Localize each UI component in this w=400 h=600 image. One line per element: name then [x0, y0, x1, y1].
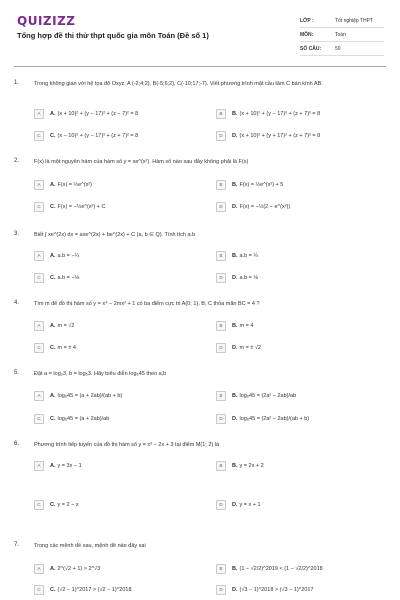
option-box[interactable]: B [216, 251, 226, 261]
option-box[interactable]: B [216, 391, 226, 401]
option-label: A. [50, 565, 56, 572]
option-text: y = x + 1 [239, 501, 261, 508]
option-label: B. [232, 462, 238, 469]
option-label: C. [50, 132, 56, 139]
meta-value: Toán [335, 31, 346, 38]
option-box[interactable]: B [216, 564, 226, 574]
question-text: Tìm m để đồ thị hàm số y = x⁴ − 2mx² + 1 có ba điểm cực trị A(0; 1), B, C thỏa mãn BC = 4 ? [34, 301, 260, 307]
option-label: C. [50, 415, 56, 422]
option-box[interactable]: A [34, 321, 44, 331]
option-a[interactable] [34, 563, 100, 574]
option-box[interactable]: B [216, 109, 226, 119]
option-b[interactable] [216, 108, 320, 119]
option-box[interactable]: D [216, 202, 226, 212]
option-box[interactable]: C [34, 131, 44, 141]
option-box[interactable]: A [34, 251, 44, 261]
option-box[interactable]: C [34, 273, 44, 283]
option-label: C. [50, 203, 56, 210]
option-label: C. [50, 274, 56, 281]
option-a[interactable] [34, 460, 82, 471]
option-c[interactable] [34, 413, 109, 424]
option-box[interactable]: C [34, 414, 44, 424]
option-b[interactable] [216, 460, 264, 471]
option-box[interactable]: D [216, 131, 226, 141]
option-text: m = 4 [239, 322, 254, 329]
option-a[interactable] [34, 250, 79, 261]
option-text: (x − 10)² + (y − 17)² + (z + 7)² = 8 [57, 132, 139, 139]
option-c[interactable] [34, 499, 79, 510]
option-text: F(x) = −½e^(x²) + C [57, 203, 106, 210]
option-label: B. [232, 252, 238, 259]
option-c[interactable] [34, 201, 105, 212]
option-label: A. [50, 252, 56, 259]
option-text: a.b = −⅛ [57, 274, 80, 281]
meta-key: SỐ CÂU: [300, 45, 322, 52]
option-box[interactable]: D [216, 585, 226, 595]
option-text: 2^(√2 + 1) > 2^√3 [57, 565, 101, 572]
option-box[interactable]: D [216, 343, 226, 353]
question-text: Trong không gian với hệ tọa độ Oxyz, A (-2;4;2), B(-5;6;2), C(-10;17;-7). Viết phương trình mặt cầu tâm C bán kính AB. [34, 81, 323, 87]
meta-value: Tốt nghiệp THPT [335, 17, 373, 24]
option-d[interactable] [216, 584, 314, 595]
option-label: D. [232, 415, 238, 422]
option-text: (√3 − 1)^2018 > (√3 − 1)^2017 [239, 586, 314, 593]
option-text: F(x) = ½e^(x²) [57, 181, 93, 188]
option-label: B. [232, 110, 238, 117]
option-label: D. [232, 132, 238, 139]
option-text: (1 − √2/2)^2019 < (1 − √2/2)^2018 [239, 565, 323, 572]
option-b[interactable] [216, 390, 296, 401]
document-title: Tổng hợp đề thi thử thpt quốc gia môn Toán (Đề số 1) [17, 31, 209, 40]
header-divider [14, 66, 386, 67]
option-a[interactable] [34, 390, 122, 401]
option-a[interactable] [34, 320, 74, 331]
option-box[interactable]: D [216, 500, 226, 510]
option-text: (x + 10)² + (y − 17)² + (z − 7)² = 8 [57, 110, 139, 117]
option-c[interactable] [34, 342, 76, 353]
option-label: C. [50, 501, 56, 508]
option-text: a.b = ⅛ [239, 274, 259, 281]
option-box[interactable]: C [34, 343, 44, 353]
option-label: B. [232, 565, 238, 572]
option-text: (√2 − 1)^2017 > (√2 − 1)^2018 [57, 586, 132, 593]
option-text: log₆45 = (a + 2ab)/ab [57, 415, 110, 422]
option-box[interactable]: A [34, 564, 44, 574]
question-text: Biết ∫ xe^(2x) dx = axe^(2x) + be^(2x) + C (a, b ∈ Q). Tính tích a.b [34, 232, 196, 238]
option-text: m = √2 [57, 322, 75, 329]
option-box[interactable]: A [34, 461, 44, 471]
option-text: (x + 10)² + (y + 17)² + (z + 7)² = 8 [239, 132, 321, 139]
option-label: B. [232, 181, 238, 188]
option-c[interactable] [34, 272, 79, 283]
option-text: m = ± 4 [57, 344, 76, 351]
option-c[interactable] [34, 584, 132, 595]
option-text: log₆45 = (a + 2ab)/(ab + b) [57, 392, 123, 399]
option-d[interactable] [216, 272, 258, 283]
option-text: y = 3x − 1 [57, 462, 82, 469]
option-label: A. [50, 181, 56, 188]
question-number: 7. [14, 542, 20, 548]
option-b[interactable] [216, 179, 283, 190]
option-b[interactable] [216, 320, 253, 331]
meta-row-count [300, 42, 384, 56]
option-text: y = 2x + 2 [239, 462, 264, 469]
option-a[interactable] [34, 108, 138, 119]
option-d[interactable] [216, 130, 320, 141]
meta-panel [300, 14, 384, 56]
option-box[interactable]: C [34, 500, 44, 510]
option-text: a.b = ¼ [239, 252, 259, 259]
option-label: C. [50, 344, 56, 351]
option-a[interactable] [34, 179, 92, 190]
option-label: D. [232, 203, 238, 210]
option-text: F(x) = ½e^(x²) + 5 [239, 181, 284, 188]
option-label: C. [50, 586, 56, 593]
question-text: Đặt a = log₂3, b = log₅3. Hãy biểu diễn log₆45 theo a,b [34, 371, 167, 377]
option-label: B. [232, 392, 238, 399]
option-b[interactable] [216, 250, 258, 261]
meta-key: LỚP : [300, 17, 314, 24]
option-text: log₆45 = (2a² − 2ab)/(ab + b) [239, 415, 310, 422]
question-number: 6. [14, 441, 20, 447]
option-text: F(x) = −½(2 − e^(x²)) [239, 203, 291, 210]
question-text: F(x) là một nguyên hàm của hàm số y = xe^(x²). Hàm số nào sau đây không phải là F(x) [34, 159, 249, 165]
option-box[interactable]: A [34, 109, 44, 119]
question-number: 4. [14, 300, 20, 306]
option-label: A. [50, 462, 56, 469]
meta-value: 50 [335, 45, 341, 52]
option-box[interactable]: D [216, 414, 226, 424]
option-d[interactable] [216, 342, 261, 353]
question-number: 5. [14, 370, 20, 376]
option-box[interactable]: C [34, 585, 44, 595]
option-box[interactable]: B [216, 321, 226, 331]
option-box[interactable]: C [34, 202, 44, 212]
option-box[interactable]: A [34, 180, 44, 190]
option-label: A. [50, 322, 56, 329]
option-b[interactable] [216, 563, 323, 574]
meta-row-class [300, 14, 384, 28]
option-label: D. [232, 274, 238, 281]
option-label: A. [50, 110, 56, 117]
option-text: (x + 10)² + (y − 17)² + (z + 7)² = 8 [239, 110, 321, 117]
option-label: D. [232, 586, 238, 593]
meta-key: MÔN: [300, 31, 314, 38]
option-d[interactable] [216, 413, 309, 424]
option-box[interactable]: B [216, 180, 226, 190]
option-box[interactable]: B [216, 461, 226, 471]
option-label: D. [232, 344, 238, 351]
question-text: Trong các mệnh đề sau, mệnh đề nào đây sai [34, 543, 146, 549]
question-number: 1. [14, 80, 20, 86]
question-number: 3. [14, 231, 20, 237]
question-number: 2. [14, 158, 20, 164]
option-text: y = 2 − x [57, 501, 79, 508]
meta-row-subject [300, 28, 384, 42]
option-text: log₆45 = (2a² − 2ab)/ab [239, 392, 297, 399]
quizizz-logo: QUIZIZZ [17, 14, 76, 28]
option-label: B. [232, 322, 238, 329]
option-box[interactable]: A [34, 391, 44, 401]
option-c[interactable] [34, 130, 138, 141]
option-d[interactable] [216, 499, 261, 510]
option-d[interactable] [216, 201, 290, 212]
option-label: A. [50, 392, 56, 399]
option-label: D. [232, 501, 238, 508]
option-box[interactable]: D [216, 273, 226, 283]
option-text: a.b = −¼ [57, 252, 80, 259]
option-text: m = ± √2 [239, 344, 261, 351]
question-text: Phương trình tiếp tuyến của đồ thị hàm số y = x³ − 2x + 3 tại điểm M(1; 2) là [34, 442, 220, 448]
